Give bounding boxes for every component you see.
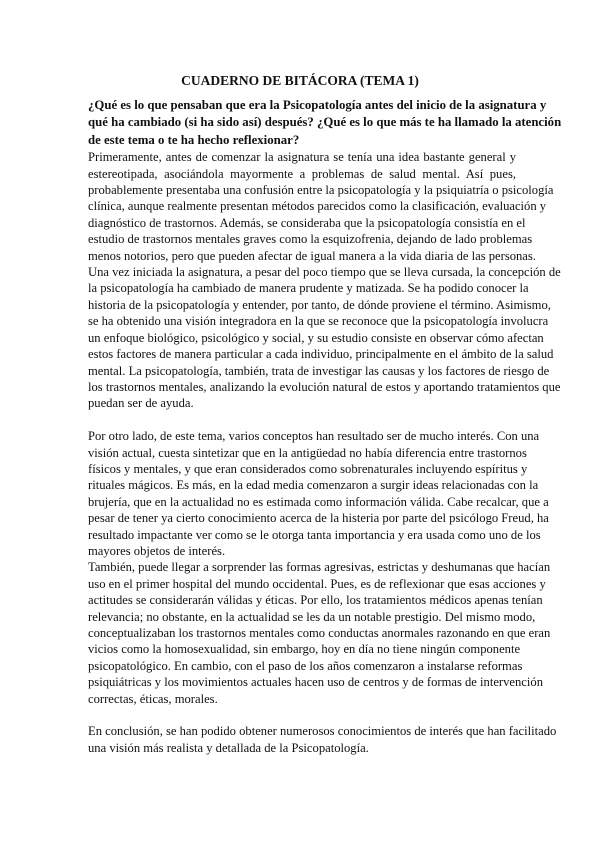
text-line: relevancia; no obstante, en la actualidad se les da un notable prestigio. Del mismo modo, [88, 609, 536, 624]
paragraph-spacer [88, 412, 516, 428]
text-line: Por otro lado, de este tema, varios conceptos han resultado ser de mucho interés. Con una [88, 429, 540, 444]
text-line: qué ha cambiado (si ha sido así) después? ¿Qué es lo que más te ha llamado la atención [88, 115, 562, 130]
text-line: correctas, éticas, morales. [88, 691, 218, 706]
text-line: resultado impactante ver como se le otorga tanta importancia y era usada como uno de los [88, 527, 541, 542]
text-line: ¿Qué es lo que pensaban que era la Psicopatología antes del inicio de la asignatura y [88, 98, 547, 112]
text-line: visión actual, cuesta sintetizar que en la antigüedad no había diferencia entre trastornos [88, 445, 527, 460]
text-line: pesar de tener ya cierto conocimiento acerca de la histeria por parte del psicólogo Freud, ha [88, 511, 549, 526]
text-line: actitudes se considerarán válidas y éticas. Por ello, los tratamientos médicos apenas tenían [88, 593, 543, 608]
paragraph-history [88, 428, 549, 559]
text-line: mayores objetos de interés. [88, 543, 226, 558]
text-line: estudio de trastornos mentales graves como la esquizofrenia, dejando de lado problemas [88, 232, 533, 247]
text-line: Una vez iniciada la asignatura, a pesar del poco tiempo que se lleva cursada, la concepción de [88, 265, 561, 280]
text-line: la psicopatología ha cambiado de manera prudente y matizada. Se ha podido conocer la [88, 281, 529, 296]
text-line: estereotipada, asociándola mayormente a problemas de salud mental. Así pues, [88, 166, 516, 181]
text-line: un enfoque biológico, psicológico y social, y su estudio consiste en observar cómo afectan [88, 330, 544, 345]
document-title: CUADERNO DE BITÁCORA (TEMA 1) [181, 73, 419, 88]
text-line: de este tema o te ha hecho reflexionar? [88, 132, 300, 147]
text-line: psiquiátricas y los movimientos actuales hacen uso de centros y de formas de intervención [88, 675, 543, 690]
paragraph-intro [88, 149, 561, 412]
document-body [88, 97, 562, 756]
question-heading [88, 97, 562, 149]
text-line: menos notorios, pero que pueden afectar de igual manera a la vida diaria de las personas. [88, 248, 536, 263]
text-line: clínica, aunque realmente presentan métodos parecidos como la clasificación, evaluación y [88, 199, 547, 214]
text-line: se ha obtenido una visión integradora en la que se reconoce que la psicopatología involucra [88, 314, 549, 329]
text-line: brujería, que en la actualidad no es estimada como información válida. Cabe recalcar, que a [88, 494, 549, 509]
paragraph-conclusion [88, 723, 557, 756]
text-line: También, puede llegar a sorprender las formas agresivas, estrictas y deshumanas que hacían [88, 560, 551, 575]
text-line: historia de la psicopatología y entender, por tanto, de dónde proviene el término. Asimismo, [88, 297, 551, 312]
text-line: Primeramente, antes de comenzar la asignatura se tenía una idea bastante general y [88, 150, 516, 165]
text-line: probablemente presentaba una confusión entre la psicopatología y la psiquiatría o psicología [88, 183, 554, 198]
text-line: uso en el primer hospital del mundo occidental. Pues, es de reflexionar que esas acciones y [88, 576, 546, 591]
text-line: vicios como la homosexualidad, sin embargo, hoy en día no tiene ningún componente [88, 642, 521, 657]
text-line: diagnóstico de trastornos. Además, se consideraba que la psicopatología consistía en el [88, 215, 526, 230]
text-line: físicos y mentales, y que eran considerados como sobrenaturales incluyendo espíritus y [88, 461, 528, 476]
text-line: puedan ser de ayuda. [88, 396, 194, 411]
paragraph-spacer [88, 707, 516, 723]
text-line: En conclusión, se han podido obtener numerosos conocimientos de interés que han facilitado [88, 724, 557, 739]
text-line: los trastornos mentales, analizando la evolución natural de estos y aportando tratamientos que [88, 379, 561, 394]
text-line: psicopatológico. En cambio, con el paso de los años comenzaron a instalarse reformas [88, 658, 523, 673]
text-line: rituales mágicos. Es más, en la edad media comenzaron a surgir ideas relacionadas con la [88, 478, 539, 493]
text-line: una visión más realista y detallada de la Psicopatología. [88, 740, 369, 755]
text-line: mental. La psicopatología, también, trata de investigar las causas y los factores de riesgo de [88, 363, 550, 378]
paragraph-hospital [88, 559, 551, 707]
text-line: estos factores de manera particular a cada individuo, principalmente en el ámbito de la salud [88, 347, 554, 362]
text-line: conceptualizaban los trastornos mentales como conductas anormales razonando en que eran [88, 625, 551, 640]
